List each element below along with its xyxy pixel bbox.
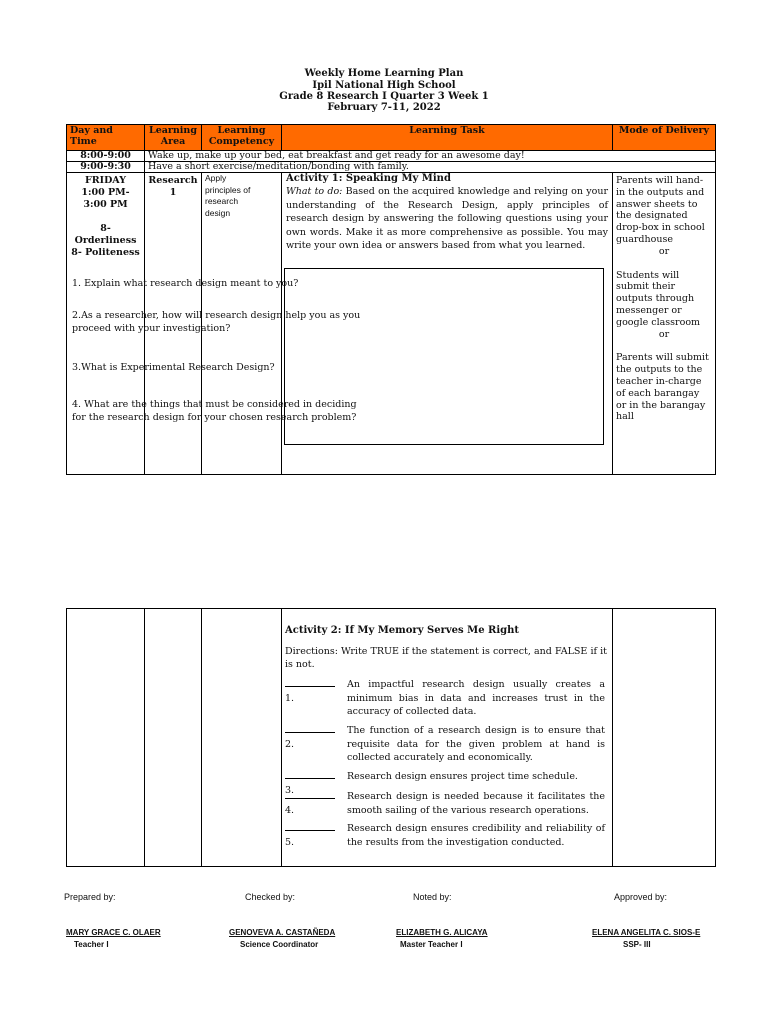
routine-task-2: Have a short exercise/meditation/bonding with family. bbox=[145, 162, 716, 173]
time-range: 1:00 PM-3:00 PM bbox=[81, 187, 130, 210]
delivery-option-3: Parents will submit the outputs to the teacher in-charge of each barangay or in the barangay hall bbox=[616, 352, 709, 423]
answer-blank-2[interactable] bbox=[285, 732, 335, 733]
delivery-option-1: Parents will hand-in the outputs and answer sheets to the designated drop-box in school guardhouse bbox=[616, 175, 705, 245]
what-to-do-label: What to do: bbox=[286, 186, 343, 197]
prepared-by-label: Prepared by: bbox=[64, 892, 116, 902]
school-name: Ipil National High School bbox=[312, 80, 456, 91]
answer-blank-4[interactable] bbox=[285, 798, 335, 799]
item-number: 4. bbox=[285, 804, 295, 816]
approved-by-label: Approved by: bbox=[614, 892, 668, 902]
date-range: February 7-11, 2022 bbox=[327, 102, 441, 113]
checked-name: GENOVEVA A. CASTAÑEDA bbox=[229, 928, 336, 937]
col-header-day: Day and Time bbox=[67, 125, 145, 151]
item-text: An impactful research design usually creates a minimum bias in data and increases trust in the accuracy of collected data. bbox=[347, 679, 605, 717]
delivery-option-2: Students will submit their outputs through messenger or google classroom bbox=[616, 269, 701, 328]
grade-quarter: Grade 8 Research I Quarter 3 Week 1 bbox=[279, 91, 489, 102]
noted-role: Master Teacher I bbox=[400, 940, 463, 949]
day-label: FRIDAY bbox=[84, 175, 126, 186]
activity1-title: Activity 1: Speaking My Mind bbox=[286, 173, 451, 184]
activity2-title: Activity 2: If My Memory Serves Me Right bbox=[285, 625, 520, 636]
delivery-cell bbox=[613, 173, 716, 475]
time-slot-2: 9:00-9:30 bbox=[67, 162, 145, 173]
item-number: 2. bbox=[285, 738, 295, 750]
question-1: 1. Explain what research design meant to you? bbox=[72, 278, 299, 289]
question-2: 2.As a researcher, how will research design help you as you proceed with your investigation? bbox=[72, 310, 361, 334]
col-header-task: Learning Task bbox=[282, 125, 613, 151]
question-3: 3.What is Experimental Research Design? bbox=[72, 362, 275, 373]
col-header-delivery: Mode of Delivery bbox=[613, 125, 716, 151]
prepared-role: Teacher I bbox=[74, 940, 109, 949]
value-politeness: 8- Politeness bbox=[71, 247, 140, 258]
item-number: 1. bbox=[285, 692, 295, 704]
item-text: Research design ensures credibility and reliability of the results from the investigation conducted. bbox=[347, 823, 605, 848]
delivery-or-2: or bbox=[658, 328, 670, 340]
item-text: Research design ensures project time schedule. bbox=[347, 771, 578, 782]
checked-role: Science Coordinator bbox=[240, 940, 319, 949]
empty-cell-area bbox=[145, 609, 202, 867]
competency-cell: Apply principles of research design bbox=[202, 173, 282, 475]
activity1-instructions bbox=[286, 185, 608, 253]
learning-area-cell: Research 1 bbox=[145, 173, 202, 475]
col-header-area: Learning Area bbox=[145, 125, 202, 151]
answer-blank-3[interactable] bbox=[285, 778, 335, 779]
empty-cell-day bbox=[67, 609, 145, 867]
item-number: 5. bbox=[285, 836, 295, 848]
what-to-do-text: Based on the acquired knowledge and relying on your understanding of the Research Design, apply principles of research design by answering the following questions using your own words. Make it as more comprehensive as possible. You may write your own idea or answers based from what you learned. bbox=[286, 186, 608, 251]
empty-cell-delivery bbox=[613, 609, 716, 867]
item-text: The function of a research design is to ensure that requisite data for the given problem at hand is collected accurately and economically. bbox=[347, 725, 605, 763]
approved-role: SSP- III bbox=[623, 940, 651, 949]
answer-blank-5[interactable] bbox=[285, 830, 335, 831]
noted-by-label: Noted by: bbox=[413, 892, 452, 902]
item-number: 3. bbox=[285, 784, 295, 796]
col-header-competency: Learning Competency bbox=[202, 125, 282, 151]
checked-by-label: Checked by: bbox=[245, 892, 296, 902]
item-text: Research design is needed because it facilitates the smooth sailing of the various research operations. bbox=[347, 791, 605, 816]
delivery-or-1: or bbox=[658, 245, 670, 257]
activity2-directions: Directions: Write TRUE if the statement is correct, and FALSE if it is not. bbox=[285, 646, 607, 670]
answer-blank-1[interactable] bbox=[285, 686, 335, 687]
noted-name: ELIZABETH G. ALICAYA bbox=[396, 928, 488, 937]
value-orderliness: 8- Orderliness bbox=[74, 223, 137, 246]
empty-cell-competency bbox=[202, 609, 282, 867]
approved-name: ELENA ANGELITA C. SIOS-E bbox=[592, 928, 701, 937]
question-4: 4. What are the things that must be considered in deciding for the research design for your chosen research problem? bbox=[72, 399, 357, 423]
routine-task-1: Wake up, make up your bed, eat breakfast and get ready for an awesome day! bbox=[145, 151, 716, 162]
plan-title: Weekly Home Learning Plan bbox=[304, 68, 464, 79]
prepared-name: MARY GRACE C. OLAER bbox=[66, 928, 161, 937]
time-slot-1: 8:00-9:00 bbox=[67, 151, 145, 162]
